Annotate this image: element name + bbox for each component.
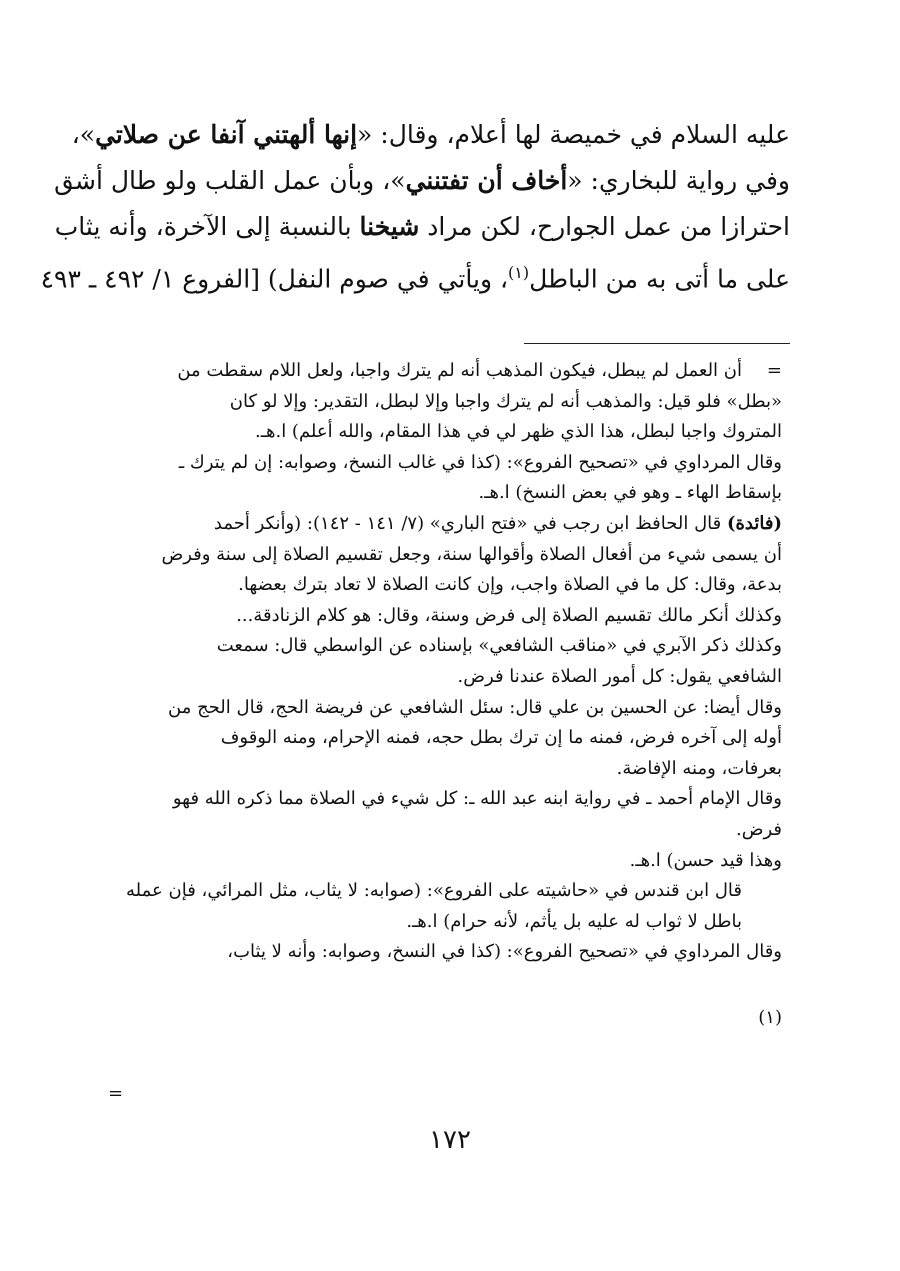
footnotes	[108, 356, 782, 968]
footnote-line: وهذا قيد حسن) ا.هـ.	[629, 849, 782, 871]
footnote-line: وقال المرداوي في «تصحيح الفروع»: (كذا في غالب النسخ، وصوابه: إن لم يترك ـ	[178, 451, 782, 473]
footnote-line: باطل لا ثواب له عليه بل يأثم، لأنه حرام) ا.هـ.	[406, 910, 742, 932]
text-run: قال الحافظ ابن رجب في «فتح الباري» (٧/ ١٤١ - ١٤٢): (وأنكر أحمد	[213, 512, 727, 534]
footnote-line	[108, 509, 782, 540]
bold-term: شيخنا	[359, 212, 420, 241]
continuation-mark: =	[108, 1083, 124, 1104]
footnote-line: بإسقاط الهاء ـ وهو في بعض النسخ) ا.هـ.	[478, 482, 782, 504]
main-text-line	[40, 250, 790, 302]
footnote-line: وكذلك ذكر الآبري في «مناقب الشافعي» بإسناده عن الواسطي قال: سمعت	[216, 635, 782, 657]
footnote-line: أن يسمى شيء من أفعال الصلاة وأقوالها سنة، وجعل تقسيم الصلاة إلى سنة وفرض	[161, 543, 782, 565]
footnote-line: فرض.	[735, 818, 782, 840]
footnote-line: وقال الإمام أحمد ـ في رواية ابنه عبد الله ـ: كل شيء في الصلاة مما ذكره الله فهو	[172, 788, 782, 810]
text-run: بالنسبة إلى الآخرة، وأنه يثاب	[54, 212, 360, 241]
text-run: وفي رواية للبخاري: «	[567, 166, 790, 195]
footnote-line: وقال أيضا: عن الحسين بن علي قال: سئل الشافعي عن فريضة الحج، قال الحج من	[168, 696, 782, 718]
footnote-ref[interactable]: (١)	[508, 263, 530, 282]
footnote-line: قال ابن قندس في «حاشيته على الفروع»: (صوابه: لا يثاب، مثل المرائي، فإن عمله	[126, 880, 742, 902]
text-run: ، ويأتي في صوم النفل) [الفروع ١/ ٤٩٢ ـ ٤٩٣	[40, 264, 509, 294]
faida-label: (فائدة)	[726, 512, 782, 534]
footnote-line: وقال المرداوي في «تصحيح الفروع»: (كذا في النسخ، وصوابه: وأنه لا يثاب،	[227, 941, 782, 963]
text-run: »، وبأن عمل القلب ولو طال أشق	[54, 166, 406, 195]
main-text-line	[54, 158, 790, 204]
main-text	[40, 112, 790, 302]
text-run: على ما أتى به من الباطل	[529, 264, 790, 294]
continuation-mark: =	[766, 360, 782, 381]
footnote-line: أن العمل لم يبطل، فيكون المذهب أنه لم يترك واجبا، ولعل اللام سقطت من	[177, 360, 742, 381]
footnote-line: وكذلك أنكر مالك تقسيم الصلاة إلى فرض وسنة، وقال: هو كلام الزنادقة...	[236, 604, 782, 626]
hadith-quote: أخاف أن تفتنني	[405, 166, 568, 195]
hadith-quote: إنها ألهتني آنفا عن صلاتي	[95, 120, 358, 149]
footnote-line: المتروك واجبا لبطل، هذا الذي ظهر لي في هذا المقام، والله أعلم) ا.هـ.	[255, 421, 782, 443]
main-text-line	[54, 204, 790, 250]
footnote-line: بعرفات، ومنه الإفاضة.	[616, 757, 782, 779]
page-number: ١٧٢	[429, 1125, 471, 1155]
text-run: احترازا من عمل الجوارح، لكن مراد	[419, 212, 790, 241]
footnote-line: بدعة، وقال: كل ما في الصلاة واجب، وإن كانت الصلاة لا تعاد بترك بعضها.	[238, 574, 782, 596]
text-run: عليه السلام في خميصة لها أعلام، وقال: «	[357, 120, 790, 149]
text-run: »،	[71, 120, 96, 149]
footnote-line: الشافعي يقول: كل أمور الصلاة عندنا فرض.	[457, 665, 782, 687]
footnote-separator	[524, 343, 790, 344]
footnote-line: أوله إلى آخره فرض، فمنه ما إن ترك بطل حجه، فمنه الإحرام، ومنه الوقوف	[220, 727, 782, 749]
main-text-line	[71, 112, 790, 158]
footnote-number: (١)	[758, 1007, 782, 1028]
footnote-line: «بطل» فلو قيل: والمذهب أنه لم يترك واجبا وإلا لبطل، التقدير: وإلا لو كان	[229, 390, 782, 412]
